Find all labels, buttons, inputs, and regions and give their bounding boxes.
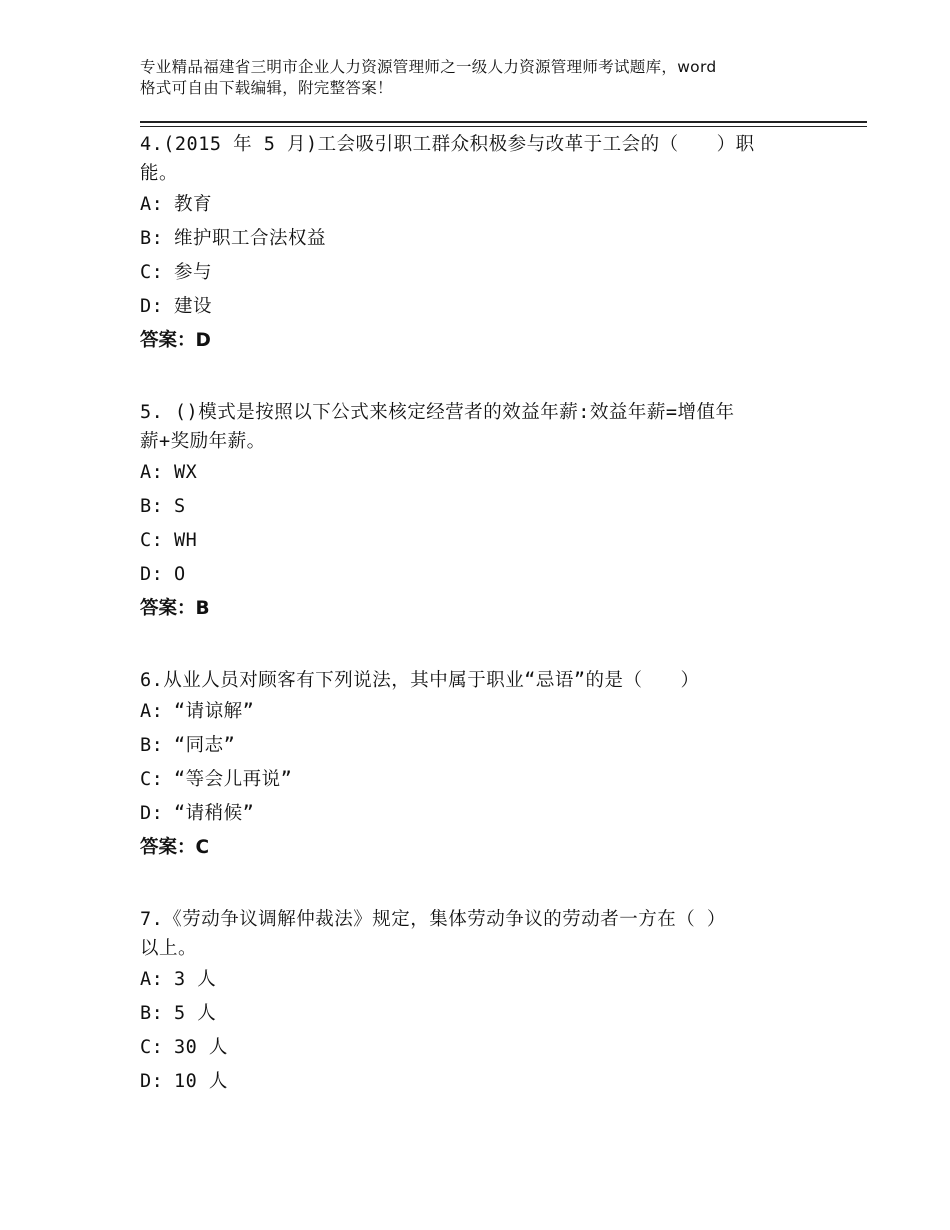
option-letter: A: xyxy=(140,701,164,722)
option-letter: C: xyxy=(140,262,164,283)
option-text: 5 人 xyxy=(174,1003,217,1024)
option-c xyxy=(140,524,830,558)
option-d xyxy=(140,797,830,831)
option-c xyxy=(140,1031,830,1065)
option-d xyxy=(140,558,830,592)
option-b xyxy=(140,997,830,1031)
option-text: 建设 xyxy=(174,296,213,317)
document-header xyxy=(140,57,830,99)
option-text: 参与 xyxy=(174,262,213,283)
option-letter: D: xyxy=(140,803,164,824)
option-b xyxy=(140,729,830,763)
option-c xyxy=(140,763,830,797)
question-stem xyxy=(140,905,830,963)
option-a xyxy=(140,188,830,222)
option-letter: C: xyxy=(140,530,164,551)
question-stem xyxy=(140,130,830,188)
stem-line: 5. ()模式是按照以下公式来核定经营者的效益年薪:效益年薪=增值年 xyxy=(140,402,735,423)
stem-line: 4.(2015 年 5 月)工会吸引职工群众积极参与改革于工会的（ ）职 xyxy=(140,134,755,155)
answer-label: 答案：C xyxy=(140,837,210,858)
option-text: O xyxy=(174,564,186,585)
question-5 xyxy=(140,398,830,626)
option-text: “请谅解” xyxy=(174,701,255,722)
question-list xyxy=(140,130,830,1099)
stem-line: 能。 xyxy=(140,163,179,184)
option-letter: B: xyxy=(140,1003,164,1024)
header-line-2: 格式可自由下载编辑，附完整答案！ xyxy=(140,79,393,97)
option-text: 教育 xyxy=(174,194,213,215)
option-letter: A: xyxy=(140,462,164,483)
stem-line: 以上。 xyxy=(140,938,198,959)
header-divider xyxy=(140,121,867,127)
option-letter: B: xyxy=(140,496,164,517)
option-letter: D: xyxy=(140,564,164,585)
option-text: S xyxy=(174,496,186,517)
option-text: “同志” xyxy=(174,735,236,756)
option-letter: A: xyxy=(140,194,164,215)
option-text: 维护职工合法权益 xyxy=(174,228,327,249)
question-6 xyxy=(140,666,830,865)
question-7 xyxy=(140,905,830,1099)
option-c xyxy=(140,256,830,290)
option-letter: C: xyxy=(140,769,164,790)
option-letter: D: xyxy=(140,296,164,317)
question-stem xyxy=(140,398,830,456)
answer-label: 答案：B xyxy=(140,598,210,619)
option-text: 3 人 xyxy=(174,969,217,990)
stem-line: 7.《劳动争议调解仲裁法》规定，集体劳动争议的劳动者一方在（ ） xyxy=(140,909,726,930)
option-letter: C: xyxy=(140,1037,164,1058)
option-text: WX xyxy=(174,462,198,483)
option-letter: D: xyxy=(140,1071,164,1092)
option-letter: B: xyxy=(140,735,164,756)
option-a xyxy=(140,456,830,490)
header-line-1: 专业精品福建省三明市企业人力资源管理师之一级人力资源管理师考试题库，word xyxy=(140,58,717,76)
question-stem xyxy=(140,666,830,695)
option-text: 30 人 xyxy=(174,1037,228,1058)
option-text: “请稍候” xyxy=(174,803,255,824)
spacer xyxy=(140,626,830,666)
option-a xyxy=(140,963,830,997)
stem-line: 薪+奖励年薪。 xyxy=(140,431,266,452)
option-b xyxy=(140,490,830,524)
spacer xyxy=(140,865,830,905)
stem-line: 6.从业人员对顾客有下列说法，其中属于职业“忌语”的是（ ） xyxy=(140,670,700,691)
question-4 xyxy=(140,130,830,358)
answer-label: 答案：D xyxy=(140,330,211,351)
option-d xyxy=(140,290,830,324)
option-letter: B: xyxy=(140,228,164,249)
option-b xyxy=(140,222,830,256)
option-letter: A: xyxy=(140,969,164,990)
option-text: “等会儿再说” xyxy=(174,769,293,790)
option-text: WH xyxy=(174,530,198,551)
spacer xyxy=(140,358,830,398)
option-a xyxy=(140,695,830,729)
option-d xyxy=(140,1065,830,1099)
option-text: 10 人 xyxy=(174,1071,228,1092)
